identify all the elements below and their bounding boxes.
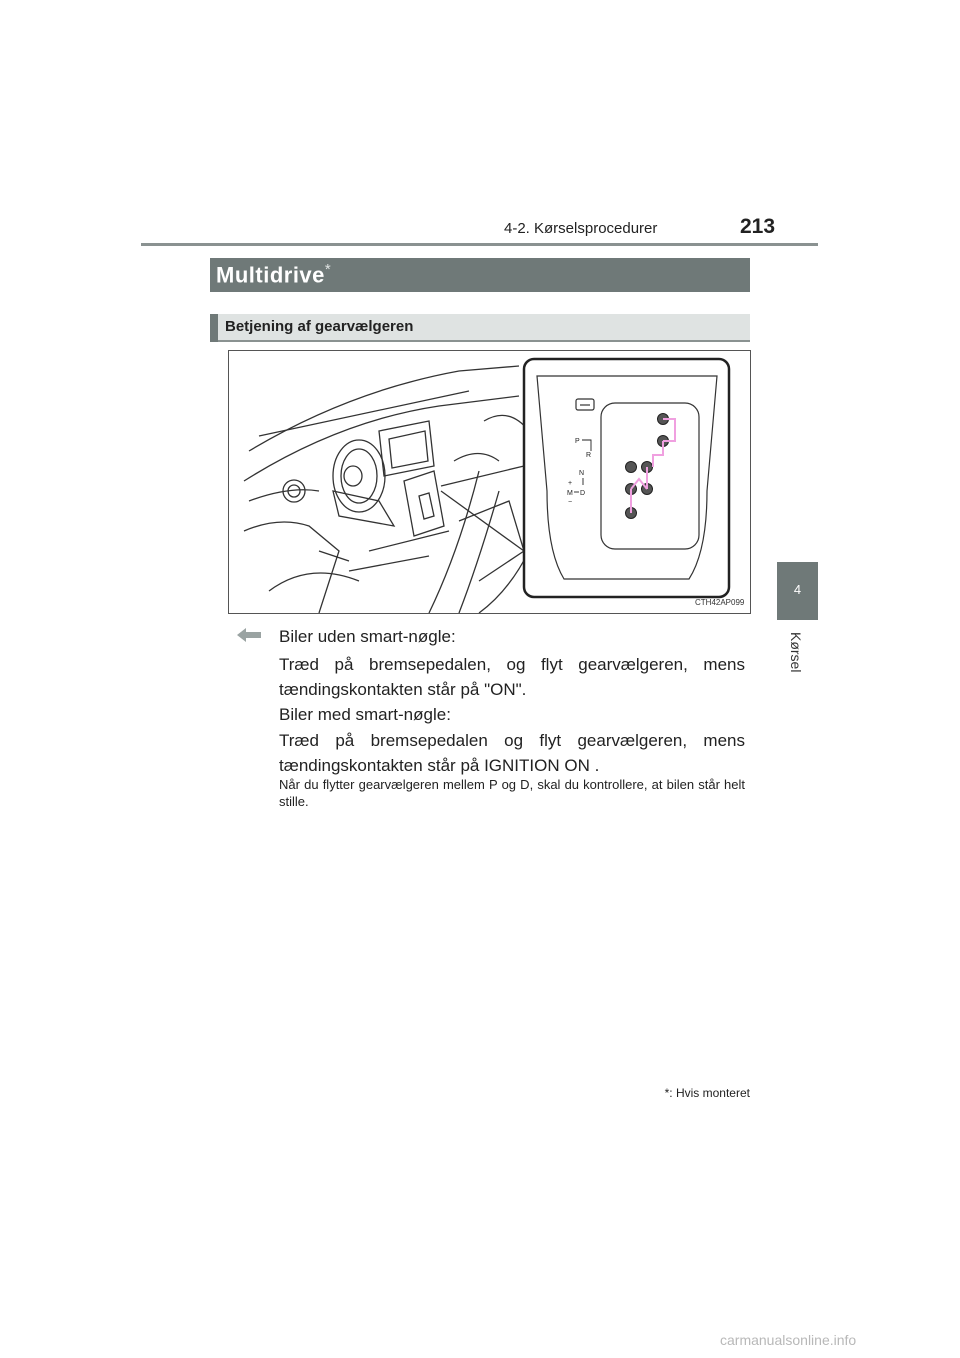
shift-label-n: N xyxy=(579,470,585,477)
body-line-1: Biler uden smart-nøgle: xyxy=(279,627,456,646)
car-interior-drawing xyxy=(229,351,750,613)
body-paragraph-2: Træd på bremsepedalen og flyt gearvælgeren, mens tændingskontakten står på IGNITION ON . xyxy=(279,731,745,775)
shift-label-p: P xyxy=(575,438,580,445)
chapter-label: Kørsel xyxy=(788,632,804,673)
shift-label-plus: + xyxy=(568,480,573,487)
footnote-symbol: * xyxy=(664,1086,670,1100)
shift-label-d: D xyxy=(580,490,586,497)
sub-heading-title: Betjening af gearvælgeren xyxy=(225,318,414,335)
chapter-number: 4 xyxy=(793,582,802,597)
main-heading xyxy=(210,258,750,292)
asterisk-mark: * xyxy=(324,261,332,278)
shift-label-m: M xyxy=(567,490,573,497)
body-line-2: Biler med smart-nøgle: xyxy=(279,705,451,724)
footnote-text: : Hvis monteret xyxy=(669,1086,750,1100)
body-note: Når du flytter gearvælgeren mellem P og D, skal du kontrollere, at bilen står helt stille. xyxy=(279,777,745,809)
section-title: 4-2. Kørselsprocedurer xyxy=(504,220,658,237)
shift-label-minus: − xyxy=(568,499,573,506)
watermark: carmanualsonline.info xyxy=(720,1332,857,1348)
gear-shift-illustration xyxy=(228,350,751,614)
header-rule xyxy=(141,243,818,246)
body-paragraph-1: Træd på bremsepedalen, og flyt gearvælgeren, mens tændingskontakten står på "ON". xyxy=(279,655,745,699)
sub-heading-bar xyxy=(210,314,218,342)
chapter-tab xyxy=(777,562,818,620)
arrow-left-icon xyxy=(237,627,261,643)
footnote xyxy=(650,1086,750,1100)
main-heading-title: Multidrive xyxy=(216,262,325,288)
illustration-code: CTH42AP099 xyxy=(695,598,745,607)
shift-label-r: R xyxy=(586,452,592,459)
sub-heading xyxy=(210,314,750,342)
page-number: 213 xyxy=(740,215,776,238)
